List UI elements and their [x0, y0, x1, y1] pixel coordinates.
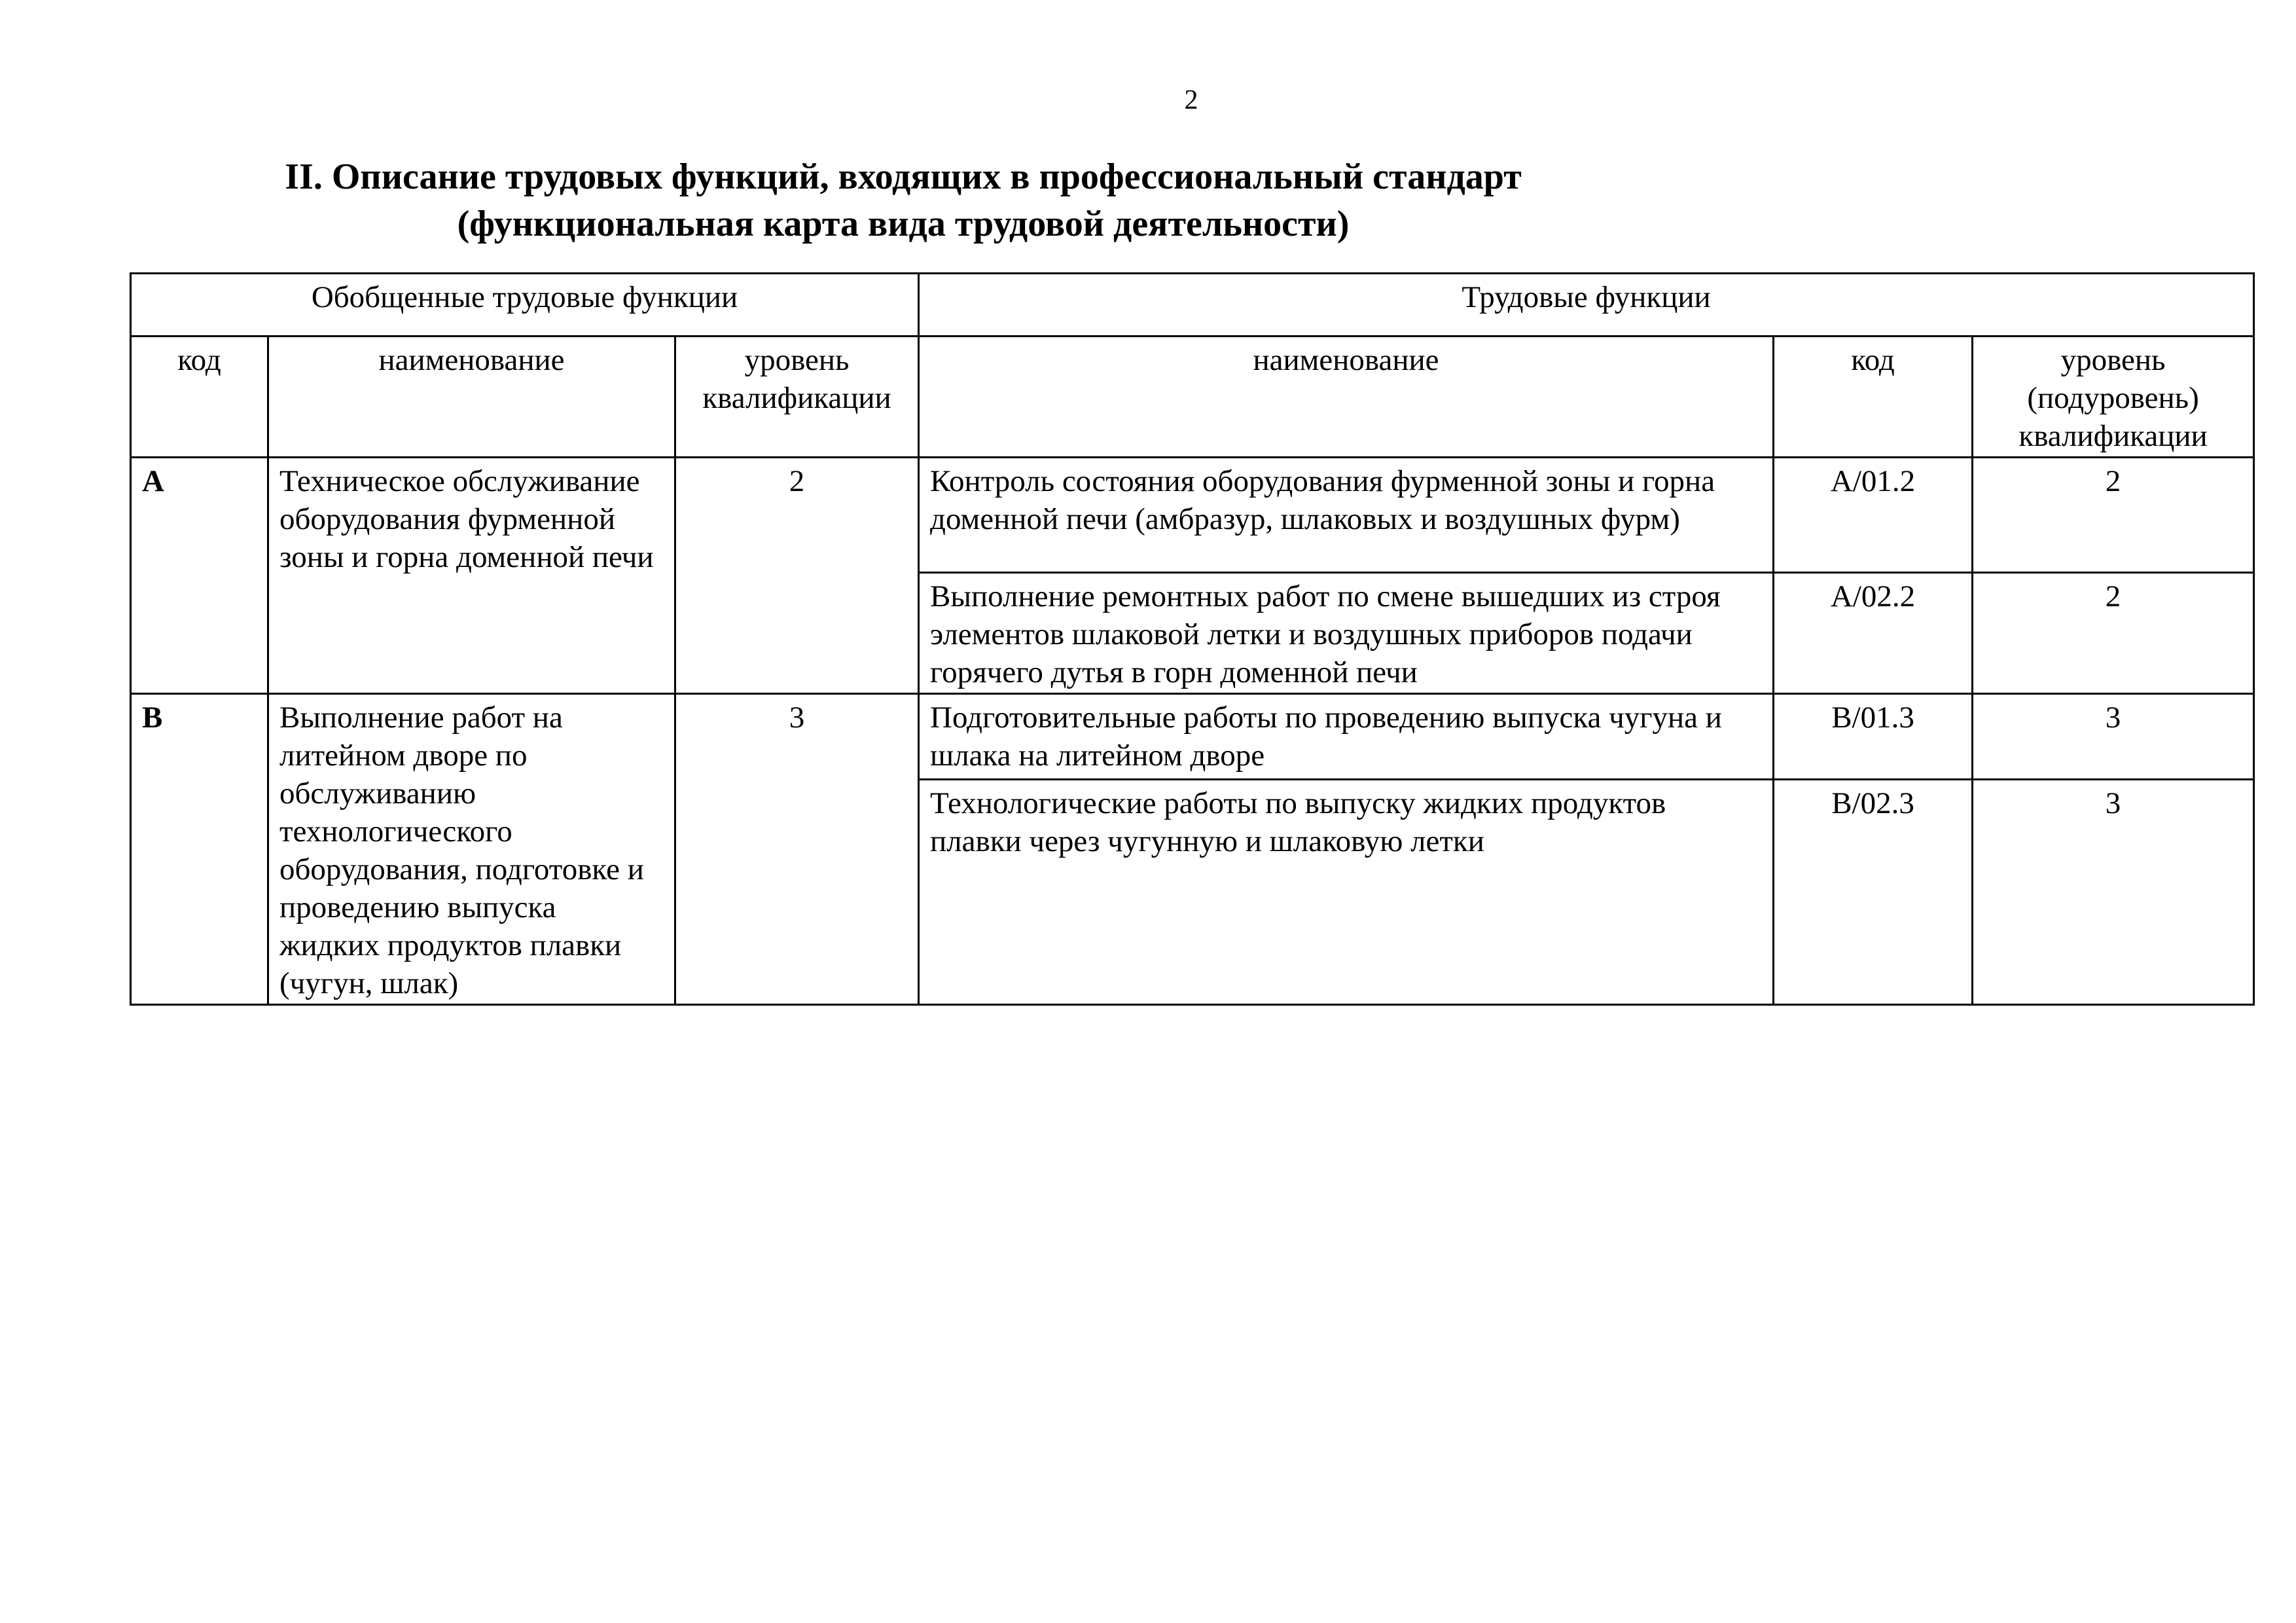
- function-level: 2: [1973, 573, 2254, 694]
- functional-map-table: [130, 272, 2255, 1006]
- gen-function-code: B: [131, 694, 268, 1005]
- gen-function-level: 3: [675, 694, 919, 1005]
- gen-function-name: Выполнение работ на литейном дворе по обслуживанию технологического оборудования, подготовке и проведению выпуска жидких продуктов плавки (чугун, шлак): [268, 694, 675, 1005]
- function-name: Технологические работы по выпуску жидких продуктов плавки через чугунную и шлаковую летки: [919, 779, 1774, 1004]
- function-level: 2: [1973, 458, 2254, 573]
- col-header-gen-name: наименование: [268, 337, 675, 458]
- col-header-fn-level: уровень (подуровень) квалификации: [1973, 337, 2254, 458]
- section-title: [236, 153, 1571, 247]
- col-header-fn-code: код: [1774, 337, 1973, 458]
- gen-function-name: Техническое обслуживание оборудования фурменной зоны и горна доменной печи: [268, 458, 675, 694]
- col-header-gen-code: код: [131, 337, 268, 458]
- col-header-fn-name: наименование: [919, 337, 1774, 458]
- col-header-gen-level: уровень квалификации: [675, 337, 919, 458]
- function-code: B/02.3: [1774, 779, 1973, 1004]
- table-row: [131, 694, 2254, 780]
- function-level: 3: [1973, 779, 2254, 1004]
- function-code: A/01.2: [1774, 458, 1973, 573]
- section-title-line-2: (функциональная карта вида трудовой деятельности): [457, 204, 1350, 244]
- function-level: 3: [1973, 694, 2254, 780]
- function-name: Выполнение ремонтных работ по смене вышедших из строя элементов шлаковой летки и воздушных приборов подачи горячего дутья в горн доменной печи: [919, 573, 1774, 694]
- header-labor-functions: Трудовые функции: [919, 274, 2254, 337]
- function-name: Подготовительные работы по проведению выпуска чугуна и шлака на литейном дворе: [919, 694, 1774, 780]
- function-code: B/01.3: [1774, 694, 1973, 780]
- function-name: Контроль состояния оборудования фурменной зоны и горна доменной печи (амбразур, шлаковых и воздушных фурм): [919, 458, 1774, 573]
- column-header-row: [131, 337, 2254, 458]
- page-number: 2: [1184, 85, 1198, 115]
- header-generalized-functions: Обобщенные трудовые функции: [131, 274, 919, 337]
- group-header-row: [131, 274, 2254, 337]
- gen-function-code: A: [131, 458, 268, 694]
- function-code: A/02.2: [1774, 573, 1973, 694]
- section-title-line-1: II. Описание трудовых функций, входящих в профессиональный стандарт: [285, 156, 1522, 197]
- table-row: [131, 458, 2254, 573]
- gen-function-level: 2: [675, 458, 919, 694]
